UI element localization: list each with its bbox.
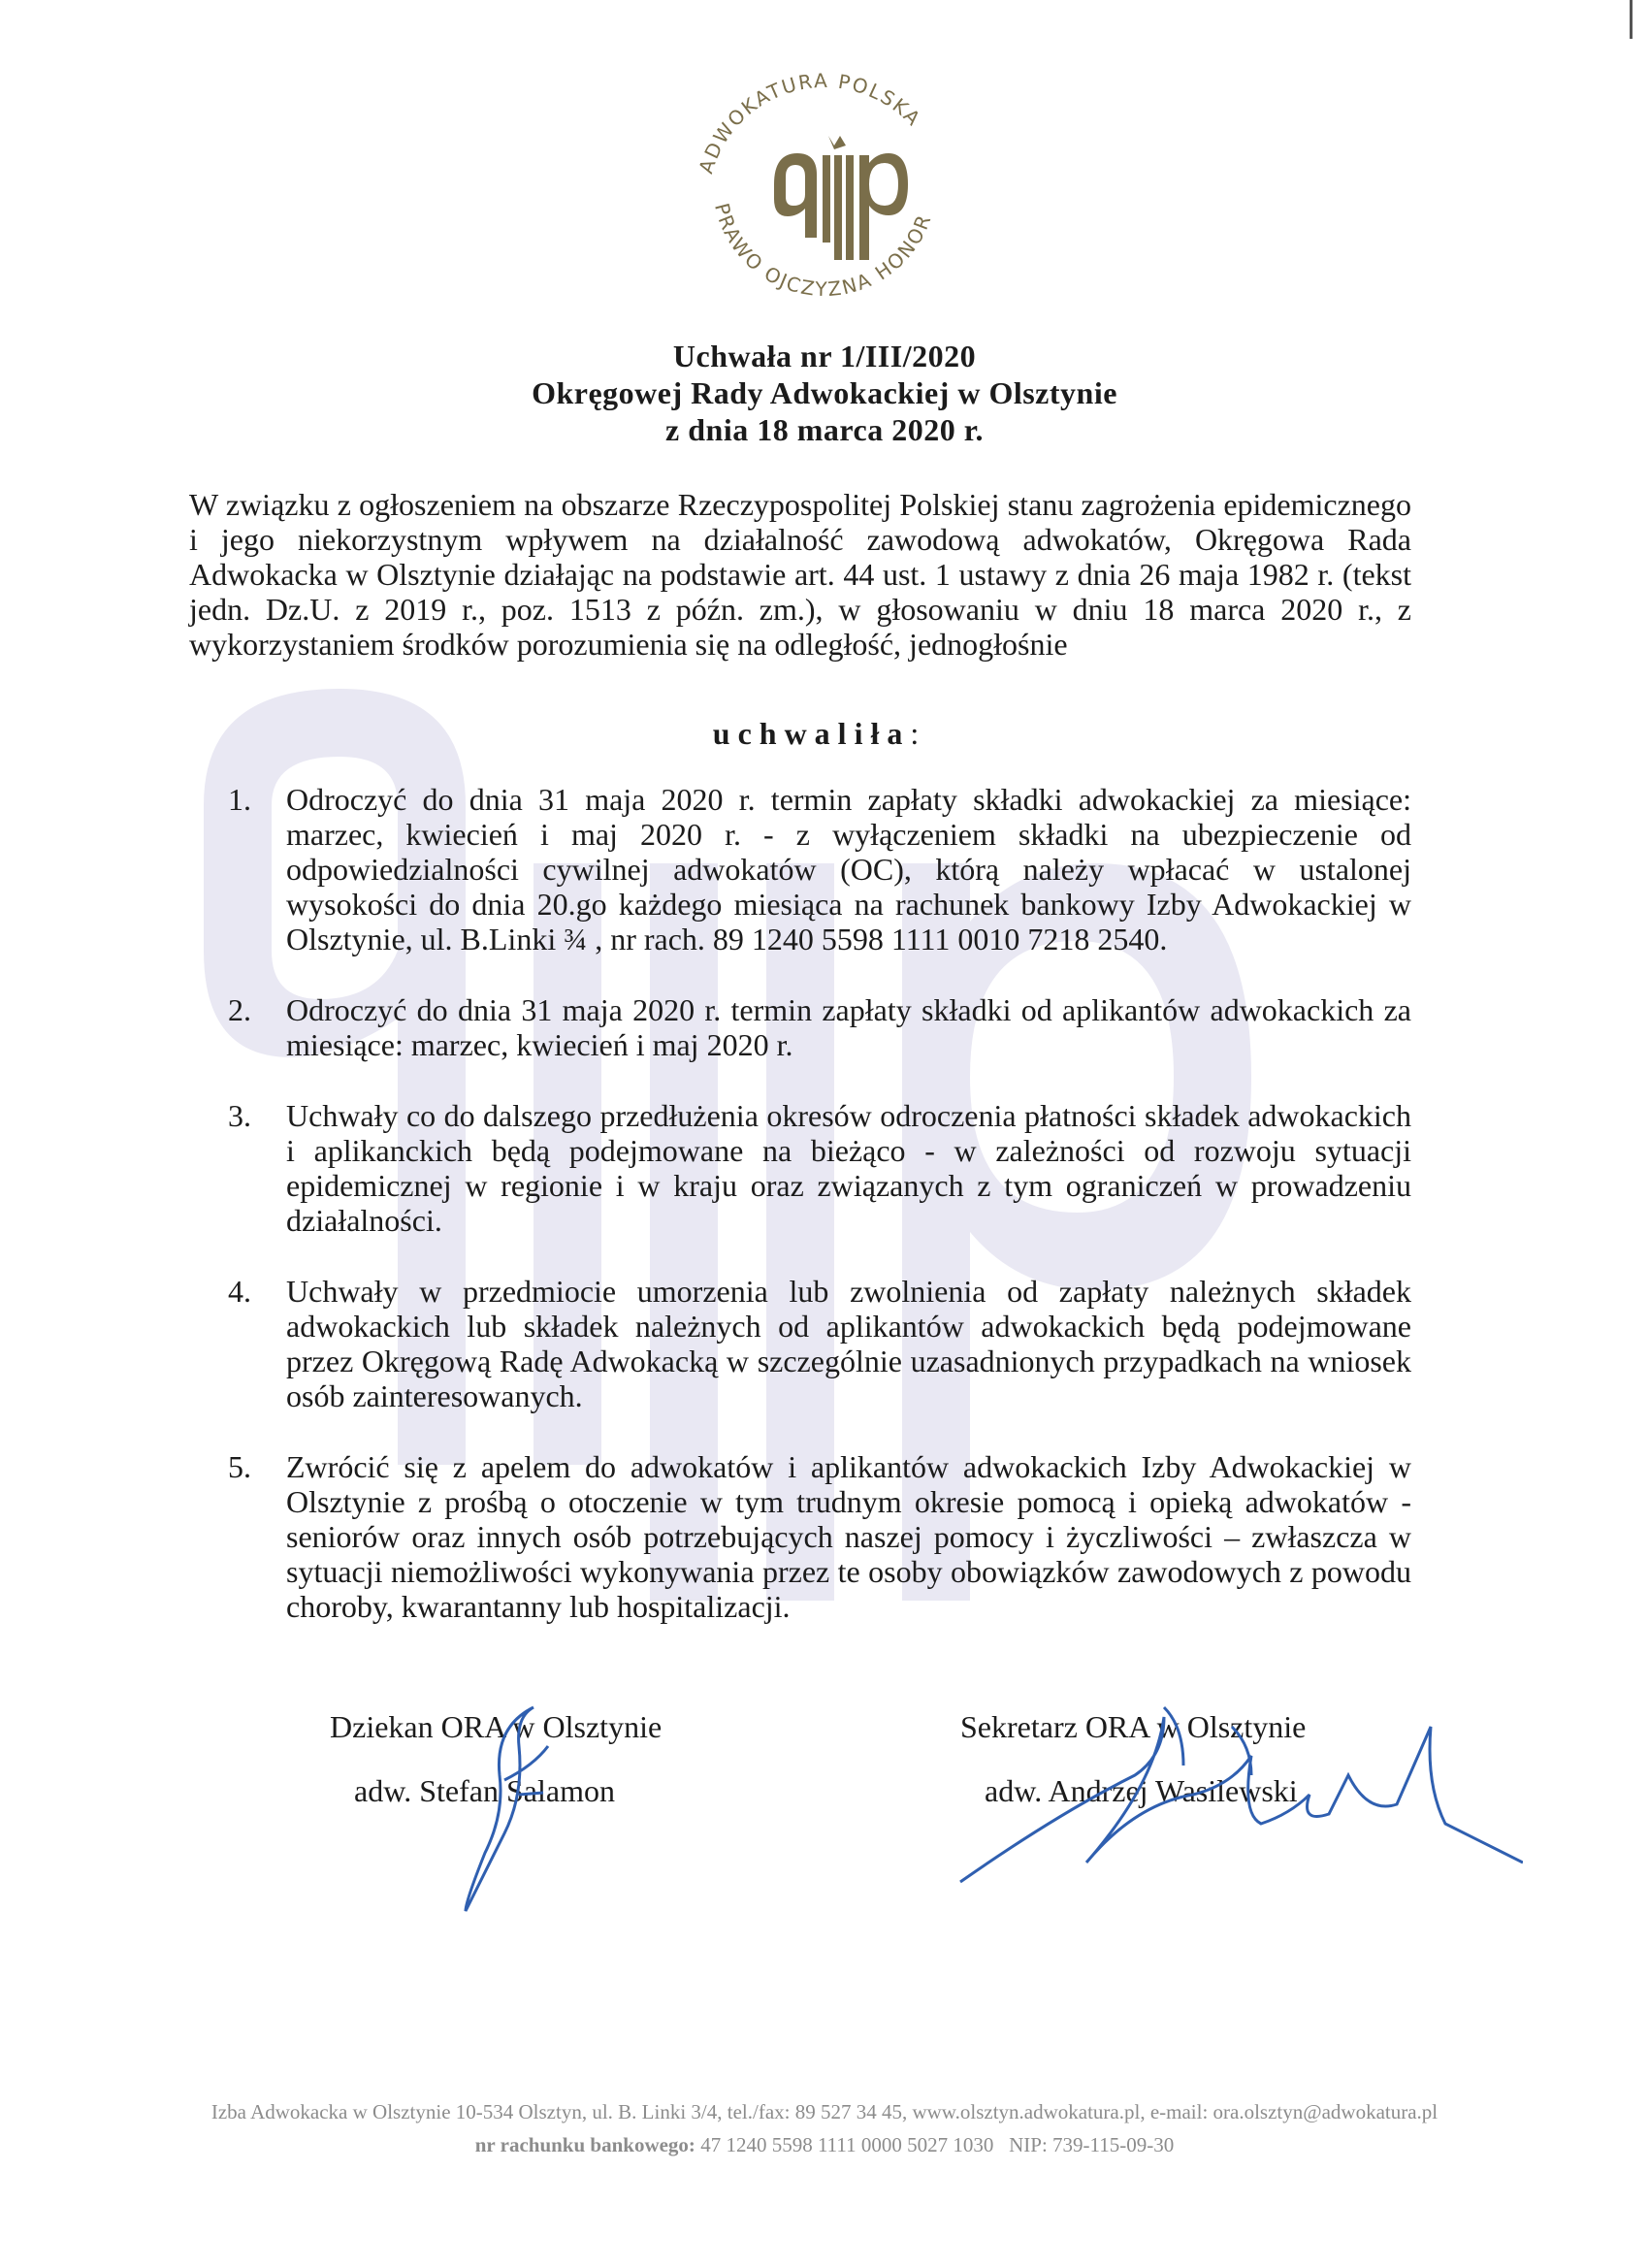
footer-account-label: nr rachunku bankowego: bbox=[474, 2133, 695, 2156]
item-number: 4. bbox=[228, 1274, 251, 1309]
signer-name: adw. Stefan Salamon bbox=[354, 1773, 615, 1808]
list-item bbox=[228, 782, 1411, 956]
intro-paragraph: W związku z ogłoszeniem na obszarze Rzeczypospolitej Polskiej stanu zagrożenia epidemicznego i jego niekorzystnym wpływem na działalność zawodową adwokatów, Okręgowa Rada Adwokacka w Olsztynie działając na podstawie art. 44 ust. 1 ustawy z dnia 26 maja 1982 r. (tekst jedn. Dz.U. z 2019 r., poz. 1513 z późn. zm.), w głosowaniu w dniu 18 marca 2020 r., z wykorzystaniem środków porozumienia się na odległość, jednogłośnie bbox=[189, 487, 1411, 662]
signer-role: Sekretarz ORA w Olsztynie bbox=[960, 1709, 1307, 1744]
resolution-title bbox=[0, 338, 1649, 448]
footer-bank bbox=[0, 2128, 1649, 2161]
item-text: Zwrócić się z apelem do adwokatów i aplikantów adwokackich Izby Adwokackiej w Olsztynie z prośbą o otoczenie w tym trudnym okresie pomocą i opieką adwokatów - seniorów oraz innych osób potrzebujących naszej pomocy i życzliwości – zwłaszcza w sytuacji niemożliwości wykonywania przez te osoby obowiązków zawodowych z powodu choroby, kwarantanny lub hospitalizacji. bbox=[286, 1449, 1411, 1624]
resolved-heading bbox=[0, 716, 1639, 752]
handwritten-signature-secretary bbox=[941, 1669, 1523, 1892]
item-number: 5. bbox=[228, 1449, 251, 1484]
footer-nip: NIP: 739-115-09-30 bbox=[1009, 2133, 1175, 2156]
list-item bbox=[228, 992, 1411, 1062]
footer-contact: Izba Adwokacka w Olsztynie 10-534 Olsztyn, ul. B. Linki 3/4, tel./fax: 89 527 34 45, www.olsztyn.adwokatura.pl, e-mail: ora.olsztyn@adwokatura.pl bbox=[210, 2100, 1439, 2123]
resolved-colon: : bbox=[910, 716, 927, 751]
page-footer bbox=[0, 2095, 1649, 2161]
title-line-number: Uchwała nr 1/III/2020 bbox=[672, 339, 977, 373]
item-text: Uchwały w przedmiocie umorzenia lub zwolnienia od zapłaty należnych składek adwokackich lub składek należnych od aplikantów adwokackich będą podejmowane przez Okręgową Radę Adwokacką w szczególnie uzasadnionych przypadkach na wniosek osób zainteresowanych. bbox=[286, 1274, 1411, 1413]
handwritten-signature-dean bbox=[427, 1688, 582, 1921]
scan-edge-mark bbox=[1630, 0, 1633, 39]
svg-text:ADWOKATURA POLSKA: ADWOKATURA POLSKA bbox=[694, 68, 926, 177]
resolved-word: uchwaliła bbox=[712, 716, 911, 751]
item-text: Uchwały co do dalszego przedłużenia okresów odroczenia płatności składek adwokackich i aplikanckich będą podejmowane na bieżąco - w zależności od rozwoju sytuacji epidemicznej w regionie i w kraju oraz związanych z tym ograniczeń w prowadzeniu działalności. bbox=[286, 1098, 1411, 1238]
svg-text:PRAWO OJCZYZNA HONOR: PRAWO OJCZYZNA HONOR bbox=[709, 200, 936, 302]
list-item bbox=[228, 1449, 1411, 1624]
signer-name: adw. Andrzej Wasilewski bbox=[985, 1773, 1298, 1808]
resolution-items bbox=[228, 782, 1411, 1624]
footer-account-value: 47 1240 5598 1111 0000 5027 1030 bbox=[700, 2133, 994, 2156]
list-item bbox=[228, 1274, 1411, 1413]
signer-role: Dziekan ORA w Olsztynie bbox=[330, 1709, 663, 1744]
title-line-date: z dnia 18 marca 2020 r. bbox=[665, 412, 984, 447]
bar-association-seal bbox=[669, 39, 980, 349]
item-text: Odroczyć do dnia 31 maja 2020 r. termin zapłaty składki adwokackiej za miesiące: marzec, kwiecień i maj 2020 r. - z wyłączeniem składki na ubezpieczenie od odpowiedzialności cywilnej adwokatów (OC), którą należy wpłacać w ustalonej wysokości do dnia 20.go każdego miesiąca na rachunek bankowy Izby Adwokackiej w Olsztynie, ul. B.Linki ¾ , nr rach. 89 1240 5598 1111 0010 7218 2540. bbox=[286, 782, 1411, 956]
list-item bbox=[228, 1098, 1411, 1238]
item-number: 2. bbox=[228, 992, 251, 1027]
item-text: Odroczyć do dnia 31 maja 2020 r. termin zapłaty składki od aplikantów adwokackich za miesiące: marzec, kwiecień i maj 2020 r. bbox=[286, 992, 1411, 1062]
item-number: 3. bbox=[228, 1098, 251, 1133]
title-line-council: Okręgowej Rady Adwokackiej w Olsztynie bbox=[532, 375, 1117, 410]
item-number: 1. bbox=[228, 782, 251, 817]
